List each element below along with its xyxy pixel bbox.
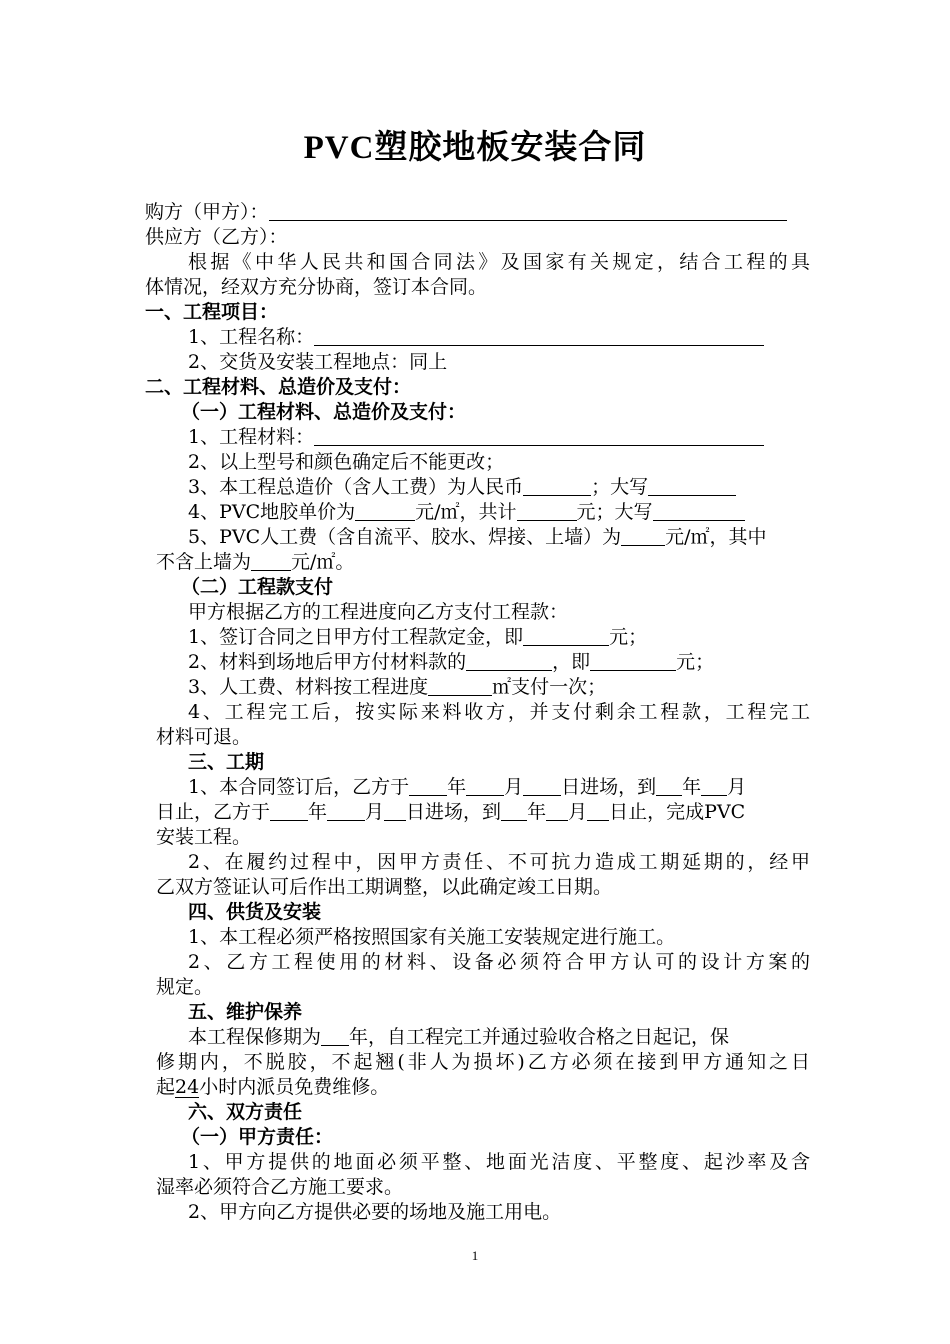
party-a-duty-1-line-1: 1、甲方提供的地面必须平整、地面光洁度、平整度、起沙率及含 <box>188 1151 810 1173</box>
delay-line-1: 2、在履约过程中，因甲方责任、不可抗力造成工期延期的，经甲 <box>188 851 810 873</box>
party-a-duty-2: 2、甲方向乙方提供必要的场地及施工用电。 <box>188 1201 562 1223</box>
warranty-line-2: 修期内，不脱胶，不起翘(非人为损坏)乙方必须在接到甲方通知之日 <box>156 1051 810 1073</box>
schedule-second-label: 日止，乙方于 <box>156 801 271 823</box>
payment-4-line-2: 材料可退。 <box>156 726 252 748</box>
warranty-from: 起 <box>156 1076 176 1098</box>
second-end-month-blank[interactable] <box>546 800 568 821</box>
unit-price-label: 4、PVC地胶单价为 <box>188 501 356 523</box>
intro-line-2: 体情况，经双方充分协商，签订本合同。 <box>145 276 488 298</box>
month-label: 月 <box>568 801 588 823</box>
month-label: 月 <box>365 801 385 823</box>
payment-2 <box>188 650 810 675</box>
payment-intro: 甲方根据乙方的工程进度向乙方支付工程款： <box>188 601 569 623</box>
project-location: 2、交货及安装工程地点：同上 <box>188 351 448 373</box>
section-4-heading: 四、供货及安装 <box>188 901 322 923</box>
party-a-duty-1-line-2: 湿率必须符合乙方施工要求。 <box>156 1176 404 1198</box>
section-6-heading: 六、双方责任 <box>188 1101 303 1123</box>
warranty-response-text: 小时内派员免费维修。 <box>199 1076 390 1098</box>
second-end-year-blank[interactable] <box>501 800 527 821</box>
second-year-blank[interactable] <box>270 800 308 821</box>
party-a-line <box>145 200 810 225</box>
second-month-blank[interactable] <box>327 800 365 821</box>
payment-1-label: 1、签订合同之日甲方付工程款定金，即 <box>188 626 524 648</box>
year-label: 年 <box>447 776 467 798</box>
schedule-line-3: 安装工程。 <box>156 826 252 848</box>
total-price-words-blank[interactable] <box>648 475 736 496</box>
contract-title: PVC塑胶地板安装合同 <box>303 130 647 166</box>
section-6-sub-1: （一）甲方责任： <box>181 1126 334 1148</box>
unit-price-blank[interactable] <box>355 500 415 521</box>
no-wall-unit: 元/㎡。 <box>291 551 355 573</box>
year-label: 年 <box>682 776 702 798</box>
start-day-blank[interactable] <box>523 775 561 796</box>
start-month-blank[interactable] <box>466 775 504 796</box>
payment-1 <box>188 625 810 650</box>
labor-fee-line <box>188 525 810 550</box>
project-name-label: 1、工程名称： <box>188 326 315 348</box>
start-year-blank[interactable] <box>409 775 447 796</box>
second-day-blank[interactable] <box>384 800 406 821</box>
schedule-end-label: 日止，完成PVC <box>609 801 746 823</box>
labor-fee-line-2 <box>156 550 810 575</box>
payment-3-label: 3、人工费、材料按工程进度 <box>188 676 429 698</box>
schedule-start-label: 1、本合同签订后，乙方于 <box>188 776 410 798</box>
labor-fee-unit: 元/㎡，其中 <box>665 526 767 548</box>
deposit-blank[interactable] <box>523 625 609 646</box>
labor-fee-blank[interactable] <box>621 525 665 546</box>
warranty-line-1 <box>188 1025 810 1050</box>
schedule-line-1 <box>188 775 810 800</box>
section-3-heading: 三、工期 <box>188 751 265 773</box>
material-amount-blank[interactable] <box>590 650 676 671</box>
payment-1-unit: 元； <box>609 626 648 648</box>
unit-price-line <box>188 500 810 525</box>
section-2-sub-1: （一）工程材料、总造价及支付： <box>181 401 467 423</box>
section-2-sub-2: （二）工程款支付 <box>181 576 334 598</box>
schedule-line-2 <box>156 800 810 825</box>
party-b-label: 供应方（乙方）： <box>145 226 288 248</box>
second-end-day-blank[interactable] <box>587 800 609 821</box>
page-number: 1 <box>471 1248 479 1263</box>
party-a-blank[interactable] <box>269 200 787 221</box>
model-color-note: 2、以上型号和颜色确定后不能更改； <box>188 451 505 473</box>
day-label: 日进场，到 <box>561 776 657 798</box>
material-label: 1、工程材料： <box>188 426 315 448</box>
unit-total-blank[interactable] <box>517 500 577 521</box>
supply-clause-2-line-2: 规定。 <box>156 976 214 998</box>
payment-2-unit: 元； <box>676 651 715 673</box>
warranty-label: 本工程保修期为 <box>188 1026 322 1048</box>
month-label: 月 <box>504 776 524 798</box>
unit-words-label: 元；大写 <box>576 501 653 523</box>
supply-clause-1: 1、本工程必须严格按照国家有关施工安装规定进行施工。 <box>188 926 676 948</box>
total-price-words-label: ；大写 <box>591 476 649 498</box>
month-label: 月 <box>727 776 747 798</box>
material-blank[interactable] <box>314 425 764 446</box>
payment-4-line-1: 4、工程完工后，按实际来料收方，并支付剩余工程款，工程完工 <box>188 701 810 723</box>
year-label: 年 <box>527 801 547 823</box>
end-year-blank[interactable] <box>656 775 682 796</box>
party-a-label: 购方（甲方）： <box>145 201 269 223</box>
delay-line-2: 乙双方签证认可后作出工期调整，以此确定竣工日期。 <box>156 876 613 898</box>
warranty-text: 年，自工程完工并通过验收合格之日起记，保 <box>349 1026 730 1048</box>
material-line <box>188 425 810 450</box>
intro-line-1: 根据《中华人民共和国合同法》及国家有关规定，结合工程的具 <box>188 251 810 273</box>
project-name-blank[interactable] <box>314 325 764 346</box>
no-wall-label: 不含上墙为 <box>156 551 252 573</box>
total-price-label: 3、本工程总造价（含人工费）为人民币 <box>188 476 524 498</box>
warranty-years-blank[interactable] <box>321 1025 349 1046</box>
payment-3 <box>188 675 810 700</box>
end-month-blank[interactable] <box>701 775 727 796</box>
total-price-blank[interactable] <box>523 475 591 496</box>
payment-3-unit: ㎡支付一次； <box>492 676 607 698</box>
project-name-line <box>188 325 810 350</box>
response-hours: 24 <box>175 1076 200 1098</box>
section-2-heading: 二、工程材料、总造价及支付： <box>145 376 412 398</box>
section-1-heading: 一、工程项目： <box>145 301 279 323</box>
unit-words-blank[interactable] <box>653 500 745 521</box>
supply-clause-2-line-1: 2、乙方工程使用的材料、设备必须符合甲方认可的设计方案的 <box>188 951 810 973</box>
payment-2-mid: ，即 <box>552 651 591 673</box>
total-price-line <box>188 475 810 500</box>
year-label: 年 <box>308 801 328 823</box>
labor-fee-label: 5、PVC人工费（含自流平、胶水、焊接、上墙）为 <box>188 526 622 548</box>
no-wall-blank[interactable] <box>251 550 291 571</box>
day-label: 日进场，到 <box>406 801 502 823</box>
warranty-line-3 <box>156 1075 810 1100</box>
section-5-heading: 五、维护保养 <box>188 1001 303 1023</box>
material-percent-blank[interactable] <box>466 650 552 671</box>
payment-2-label: 2、材料到场地后甲方付材料款的 <box>188 651 467 673</box>
progress-area-blank[interactable] <box>428 675 492 696</box>
unit-price-total-label: 元/㎡，共计 <box>415 501 517 523</box>
